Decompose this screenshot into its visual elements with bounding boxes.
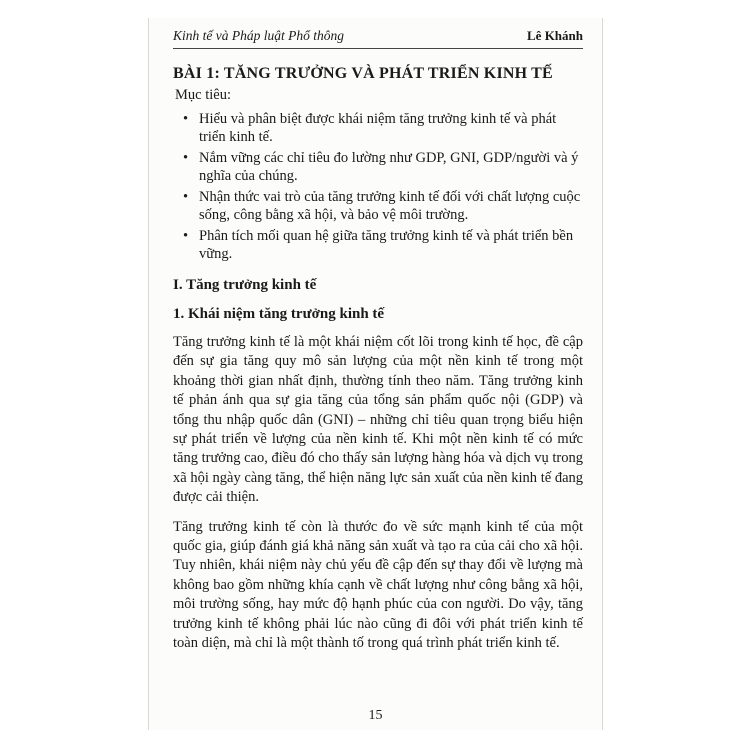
author-name: Lê Khánh — [527, 28, 583, 43]
objective-text: Phân tích mối quan hệ giữa tăng trưởng kinh tế và phát triển bền vững. — [199, 228, 574, 262]
section-title: I. Tăng trưởng kinh tế — [173, 277, 317, 293]
header-rule — [173, 48, 583, 49]
page-number: 15 — [368, 708, 383, 723]
objectives-label: Mục tiêu: — [175, 87, 231, 103]
list-item — [173, 149, 583, 185]
list-item — [173, 227, 583, 263]
list-item — [173, 188, 583, 224]
subsection-title: 1. Khái niệm tăng trưởng kinh tế — [173, 306, 385, 322]
body-paragraph: Tăng trưởng kinh tế là một khái niệm cốt lõi trong kinh tế học, đề cập đến sự gia tăng quy mô sản lượng của một nền kinh tế trong một khoảng thời gian nhất định, thường tính theo năm. Tăng trưởng kinh tế phản ánh qua sự gia tăng của tổng sản phẩm quốc nội (GDP) và tổng thu nhập quốc dân (GNI) – những chỉ tiêu quan trọng biểu hiện sự phát triển về lượng của nền kinh tế. Khi một nền kinh tế có mức tăng trưởng cao, điều đó cho thấy sản lượng hàng hóa và dịch vụ trong xã hội ngày càng tăng, thể hiện năng lực sản xuất của nền kinh tế đang được cải thiện. — [173, 334, 583, 506]
lesson-title: BÀI 1: TĂNG TRƯỞNG VÀ PHÁT TRIỂN KINH TẾ — [173, 65, 553, 82]
bullet-icon: • — [183, 228, 189, 244]
bullet-icon: • — [183, 111, 189, 127]
list-item — [173, 110, 583, 146]
objective-text: Hiểu và phân biệt được khái niệm tăng trưởng kinh tế và phát triển kinh tế. — [199, 111, 557, 145]
bullet-icon: • — [183, 189, 189, 205]
book-page — [148, 18, 603, 730]
running-header — [173, 28, 583, 44]
body-paragraph: Tăng trưởng kinh tế còn là thước đo về sức mạnh kinh tế của một quốc gia, giúp đánh giá khả năng sản xuất và tạo ra của cải cho xã hội. Tuy nhiên, khái niệm này chủ yếu đề cập đến sự thay đổi về lượng mà không bao gồm những khía cạnh về chất lượng như công bằng xã hội, môi trường sống, hay mức độ hạnh phúc của con người. Do vậy, tăng trưởng kinh tế không phải lúc nào cũng đi đôi với phát triển kinh tế toàn diện, mà chỉ là một thành tố trong quá trình phát triển kinh tế. — [173, 518, 583, 652]
objective-text: Nhận thức vai trò của tăng trưởng kinh tế đối với chất lượng cuộc sống, công bằng xã hội, và bảo vệ môi trường. — [199, 189, 581, 223]
book-title: Kinh tế và Pháp luật Phổ thông — [173, 28, 344, 43]
page-content — [173, 28, 583, 664]
objective-text: Nắm vững các chỉ tiêu đo lường như GDP, GNI, GDP/người và ý nghĩa của chúng. — [199, 150, 579, 184]
bullet-icon: • — [183, 150, 189, 166]
objectives-list — [173, 110, 583, 263]
